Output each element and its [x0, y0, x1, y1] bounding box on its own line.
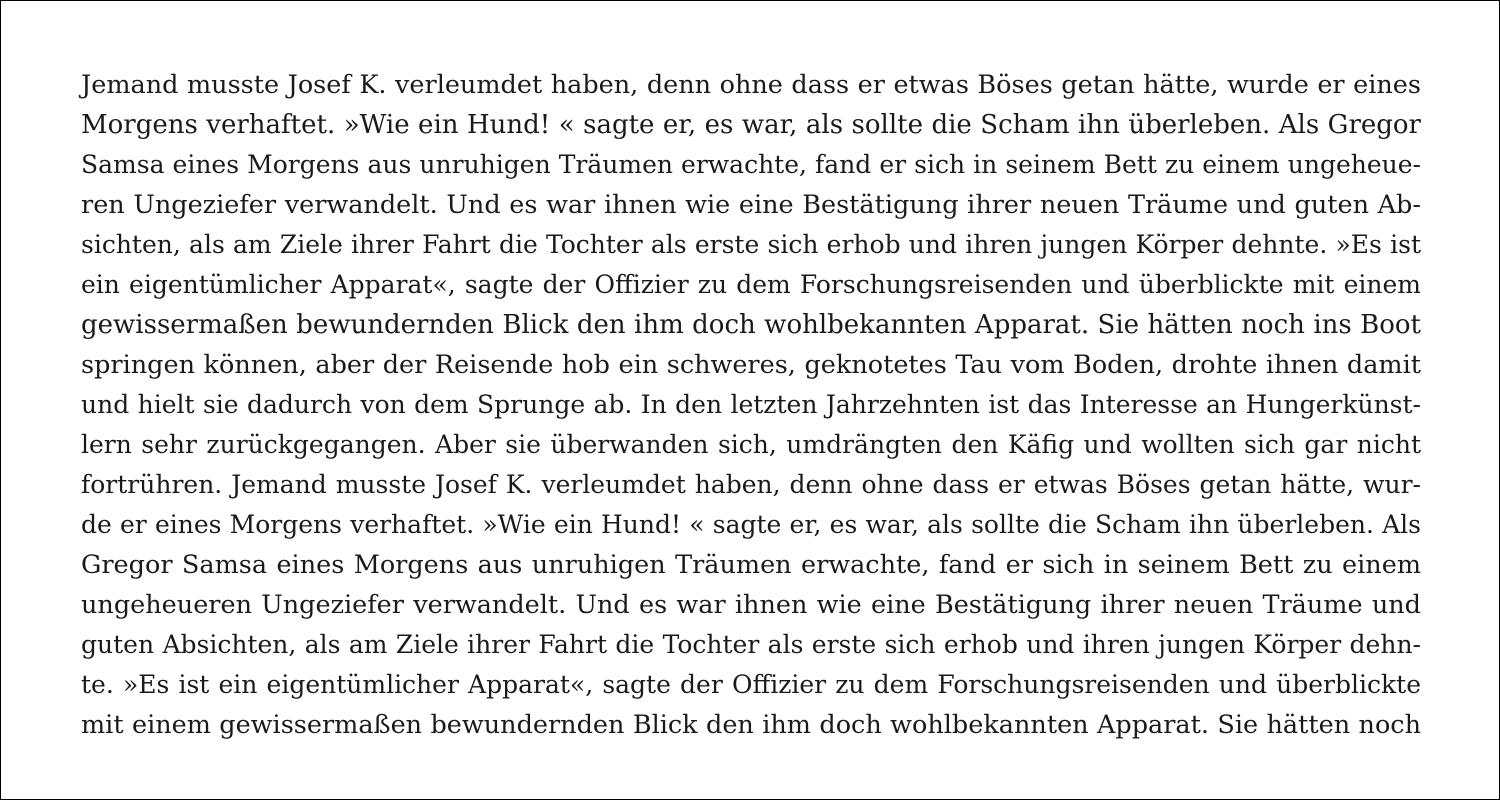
- body-text: [81, 65, 1421, 745]
- text-line: ein eigentümlicher Apparat«, sagte der Offizier zu dem Forschungsreisenden und überblickte mit einem: [81, 270, 1421, 299]
- text-line: springen können, aber der Reisende hob ein schweres, geknotetes Tau vom Boden, drohte ihnen damit: [81, 350, 1421, 380]
- text-line: lern sehr zurückgegangen. Aber sie überwanden sich, umdrängten den Käfig und wollten sich gar nicht: [81, 430, 1421, 459]
- text-line: fortrühren. Jemand musste Josef K. verleumdet haben, denn ohne dass er etwas Böses getan hätte, wur-: [81, 470, 1421, 499]
- text-line: gewissermaßen bewundernden Blick den ihm doch wohlbekannten Apparat. Sie hätten noch ins Boot: [81, 310, 1421, 340]
- text-line: mit einem gewissermaßen bewundernden Blick den ihm doch wohlbekannten Apparat. Sie hätten noch: [81, 710, 1421, 740]
- text-line: Gregor Samsa eines Morgens aus unruhigen Träumen erwachte, fand er sich in seinem Bett zu einem: [81, 550, 1421, 580]
- text-line: Jemand musste Josef K. verleumdet haben, denn ohne dass er etwas Böses getan hätte, wurde er eines: [81, 70, 1421, 100]
- text-line: de er eines Morgens verhaftet. »Wie ein Hund! « sagte er, es war, als sollte die Scham ihn überleben. Als: [81, 510, 1421, 539]
- text-line: sichten, als am Ziele ihrer Fahrt die Tochter als erste sich erhob und ihren jungen Körper dehnte. »Es ist: [81, 230, 1421, 259]
- text-line: und hielt sie dadurch von dem Sprunge ab. In den letzten Jahrzehnten ist das Interesse an Hungerkünst-: [81, 390, 1421, 419]
- text-line: Morgens verhaftet. »Wie ein Hund! « sagte er, es war, als sollte die Scham ihn überleben. Als Gregor: [81, 110, 1421, 140]
- text-line: te. »Es ist ein eigentümlicher Apparat«, sagte der Offizier zu dem Forschungsreisenden und überblickte: [81, 670, 1421, 699]
- text-line: guten Absichten, als am Ziele ihrer Fahrt die Tochter als erste sich erhob und ihren jungen Körper dehn-: [81, 630, 1421, 659]
- text-line: Samsa eines Morgens aus unruhigen Träumen erwachte, fand er sich in seinem Bett zu einem ungeheue-: [81, 150, 1421, 179]
- text-line: ungeheueren Ungeziefer verwandelt. Und es war ihnen wie eine Bestätigung ihrer neuen Träume und: [81, 590, 1421, 620]
- text-line: ren Ungeziefer verwandelt. Und es war ihnen wie eine Bestätigung ihrer neuen Träume und guten Ab-: [81, 190, 1421, 220]
